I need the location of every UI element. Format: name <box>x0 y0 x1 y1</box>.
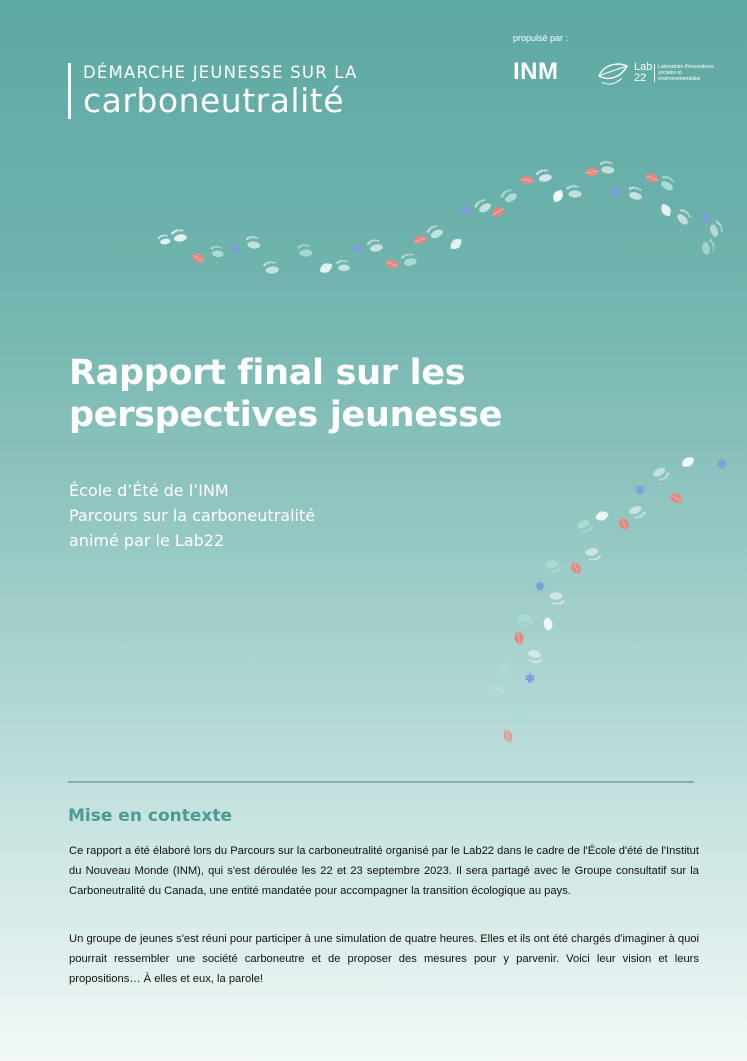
lab22-logo <box>596 60 716 88</box>
context-paragraph-1: Ce rapport a été élaboré lors du Parcours sur la carboneutralité organisé par le Lab22 dans le cadre de l'École d'été de l'Institut du Nouveau Monde (INM), qui s'est déroulée les 22 et 23 septembre 2023. Il sera partagé avec le Groupe consultatif sur la Carboneutralité du Canada, une entité mandatée pour accompagner la transition écologique au pays. <box>69 845 699 897</box>
logo-line-1: DÉMARCHE JEUNESSE SUR LA <box>83 63 358 82</box>
logo-line-2: carboneutralité <box>83 81 345 120</box>
report-title: Rapport final sur les perspectives jeunesse <box>69 353 503 435</box>
lab22-name: Lab 22 <box>634 61 653 84</box>
subtitle-line-host: animé par le Lab22 <box>69 531 225 550</box>
subtitle-block <box>69 478 315 553</box>
powered-by-label: propulsé par : <box>513 33 569 43</box>
subtitle-line-course: Parcours sur la carboneutralité <box>69 506 316 525</box>
inm-logo: INM <box>513 58 559 85</box>
subtitle-line-school: École d’Été de l’INM <box>69 481 229 500</box>
program-logo <box>68 63 358 119</box>
section-heading: Mise en contexte <box>68 806 232 826</box>
lab22-leaf-icon <box>596 60 630 88</box>
context-paragraph-2: Un groupe de jeunes s'est réuni pour participer à une simulation de quatre heures. Elles et ils ont été chargés d'imaginer à quoi pourrait ressembler une société carboneutre et de proposer des mesures pour y parvenir. Voici leur vision et leurs propositions… À elles et eux, la parole! <box>69 933 699 985</box>
lab22-description: Laboratoire d'innovations sociales et environnementales <box>654 64 718 82</box>
section-divider <box>68 781 694 783</box>
